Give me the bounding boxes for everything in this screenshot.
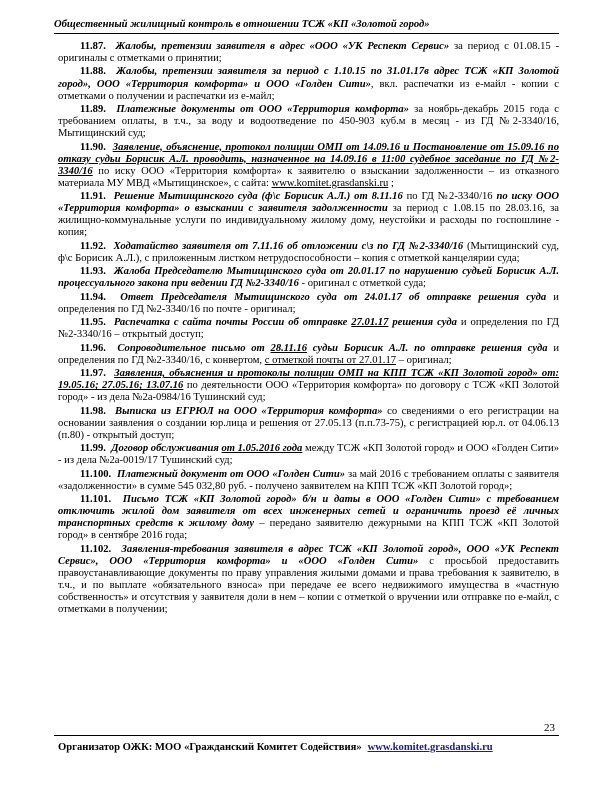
list-item xyxy=(58,41,559,65)
item-number: 11.98. xyxy=(80,405,106,417)
footer-site-link[interactable]: www.komitet.grasdanski.ru xyxy=(367,742,493,753)
item-text: Ходатайство заявителя от 7.11.16 об отложении с\з по ГД №2-3340/16 xyxy=(113,240,464,252)
item-text: – оригинал; xyxy=(396,354,452,366)
item-text: Выписка из ЕГРЮЛ на ООО «Территория комфорта» xyxy=(115,405,383,417)
running-header: Общественный жилищный контроль в отношении ТСЖ «КП «Золотой город» xyxy=(54,19,430,30)
item-number: 11.95. xyxy=(80,317,106,329)
item-text: решения суда xyxy=(388,317,457,329)
list-item xyxy=(58,142,559,190)
item-text: - оригинал с отметкой суда; xyxy=(298,278,426,290)
footer xyxy=(58,741,559,754)
item-text: ; xyxy=(388,177,394,189)
item-number: 11.92. xyxy=(80,240,106,252)
item-text: 27.01.17 xyxy=(351,317,389,329)
page-number: 23 xyxy=(544,722,555,734)
item-text: за период с 1.08.15 по 28.03.16, за жилищно-коммунальные услуги по индивидуальному жилому дому, неустойки и расходы по госпошлине - копия; xyxy=(58,203,559,239)
list-item xyxy=(58,368,559,404)
item-text: по иску ООО «Территория комфорта» к заявителю о взыскании задолженности – из отказного материала МУ МВД «Мытищинское», с сайта: xyxy=(58,165,559,189)
item-text: Распечатка с сайта почты России об отправке xyxy=(113,317,352,329)
header-divider xyxy=(54,33,559,34)
list-item xyxy=(58,406,559,442)
item-number: 11.88. xyxy=(80,66,106,78)
item-text: и определения по ГД №2-3340/16 – открытый доступ; xyxy=(58,317,560,341)
inline-link[interactable]: www.komitet.grasdanski.ru xyxy=(271,177,389,189)
item-text: , вкл. распечатки из е-майл - копии с отметками о получении и распечатки из е-майл; xyxy=(58,78,559,102)
item-text: (Мытищинский суд, ф\с Борисик А.Л.), с приложенным листком нетрудоспособности – копия с отметкой канцелярии суда; xyxy=(58,240,560,264)
item-text: с отметкой почты от 27.01.17 xyxy=(264,354,397,366)
item-text: Платежный документ от ООО «Голден Сити» xyxy=(117,468,346,480)
item-number: 11.101. xyxy=(80,494,112,506)
item-text: Письмо ТСЖ «КП Золотой город» б/н и даты в ООО «Голден Сити» с требованием отключить жилой дом заявителя от всех инженерных сетей и ограничить проезд её личных транспортных средств к жилому дому xyxy=(58,494,559,530)
item-text: Ответ Председателя Мытищинского суда от 24.01.17 об отправке решения суда xyxy=(120,291,547,303)
item-number: 11.89. xyxy=(80,104,106,116)
list-item xyxy=(58,469,559,493)
item-number: 11.97. xyxy=(80,368,106,380)
item-text: и определения по ГД №2-3340/16 по почте - оригинал; xyxy=(58,291,559,315)
item-text: Заявление, объяснение, протокол полиции ОМП от 14.09.16 и Постановление от 15.09.16 по отказу судьи Борисик А.Л. проводить, назначенное на 14.09.16 в 11:00 судебное заседание по ГД №2-3340/16 xyxy=(58,141,559,177)
list-item xyxy=(58,292,559,316)
item-text: Заявления, объяснения и протоколы полиции ОМП на КПП ТСЖ «КП Золотой город» от: 19.05.16; 27.05.16; 13.07.16 xyxy=(58,368,559,392)
document-body xyxy=(58,41,559,617)
footer-organizer-text: Организатор ОЖК: МОО «Гражданский Комитет Содействия» xyxy=(58,742,362,753)
item-number: 11.96. xyxy=(80,342,106,354)
item-text: Платежные документы от ООО «Территория комфорта» xyxy=(116,104,409,116)
item-text: по ГД №2-3340/16 xyxy=(402,191,497,203)
item-number: 11.91. xyxy=(80,191,106,203)
item-text: Договор обслуживания xyxy=(111,443,222,455)
item-text: Жалобы, претензии заявителя за период с 1.10.15 по 31.01.17в адрес ТСЖ «КП Золотой город», ООО «Территория комфорта» и ООО «Голден Сити» xyxy=(58,66,559,90)
item-text: и определения по ГД №2-3340/16, с конвертом, xyxy=(58,342,559,366)
list-item xyxy=(58,343,559,367)
item-text: с просьбой предоставить правоустанавливающие документы по праву управления жилыми домами и права требования к заявителю, в т.ч., и по выплате «обязательного взноса» при передаче ее всего недвижимого имущества в «частную собственность» и отсутствия у заявителя доли в нем – копии с отметкой о вручении или отправке по е-майл, с отметками в получении; xyxy=(58,555,559,615)
item-number: 11.102. xyxy=(80,543,112,555)
item-text: Решение Мытищинского суда (ф\с Борисик А.Л.) от 8.11.16 xyxy=(113,191,403,203)
item-text: Заявления-требования заявителя в адрес ТСЖ «КП Золотой город», ООО «УК Респект Сервис», ООО «Территория комфорта» и «ООО «Голден Сити» xyxy=(58,543,560,567)
footer-divider xyxy=(54,735,559,736)
list-item xyxy=(58,317,559,341)
list-item xyxy=(58,266,559,290)
item-text: 28.11.16 xyxy=(270,342,308,354)
item-text: Жалоба Председателю Мытищинского суда от 20.01.17 по нарушению судьей Борисик А.Л. процессуального закона при ведении ГД №2-3340/16 xyxy=(58,266,560,290)
item-number: 11.94. xyxy=(80,291,106,303)
item-text: Жалобы, претензии заявителя в адрес «ООО «УК Респект Сервис» xyxy=(115,41,450,52)
item-text: Сопроводительное письмо от xyxy=(117,342,271,354)
list-item xyxy=(58,494,559,542)
item-text: судьи Борисик А.Л. по отправке решения суда xyxy=(307,342,548,354)
item-number: 11.93. xyxy=(80,266,106,278)
list-item xyxy=(58,544,559,616)
list-item xyxy=(58,191,559,239)
item-text: по иску ООО «Территория комфорта» о взыскании с заявителя задолженности xyxy=(58,191,559,215)
item-text: за май 2016 с требованием оплаты с заявителя «задолженности» в сумме 545 032,80 руб. - получено заявителем на КПП ТСЖ «КП Золотой город»; xyxy=(58,468,559,492)
item-number: 11.87. xyxy=(80,41,106,52)
list-item xyxy=(58,66,559,102)
list-item xyxy=(58,104,559,140)
item-text: – передано заявителю дежурными на КПП ТСЖ «КП Золотой город» в сентябре 2016 года; xyxy=(58,518,559,542)
item-text: от 1.05.2016 года xyxy=(221,443,303,455)
list-item xyxy=(58,443,559,467)
item-number: 11.99. xyxy=(80,443,106,455)
item-number: 11.100. xyxy=(80,468,112,480)
item-number: 11.90. xyxy=(80,141,106,153)
item-text: по деятельности ООО «Территория комфорта» по договору с ТСЖ «КП Золотой город» - из дела №2а-0984/16 Тушинский суд; xyxy=(58,380,559,404)
item-text: между ТСЖ «КП Золотой город» и ООО «Голден Сити» - из дела №2а-0019/17 Тушинский суд; xyxy=(58,443,560,467)
item-text: за ноябрь-декабрь 2015 года с требованием оплаты, в т.ч., за воду и водоотведение по 450-903 куб.м в месяц - из ГД №2-3340/16, Мытищинский суд; xyxy=(58,104,559,140)
list-item xyxy=(58,241,559,265)
item-text: со сведениями о его регистрации на основании заявления о создании юр.лица и решения от 27.05.13 (п.п.73-75), с регистрацией юр.л. от 04.06.13 (п.80) - открытый доступ; xyxy=(58,405,560,441)
item-text: за период с 01.08.15 - оригиналы с отметками о принятии; xyxy=(58,41,560,65)
